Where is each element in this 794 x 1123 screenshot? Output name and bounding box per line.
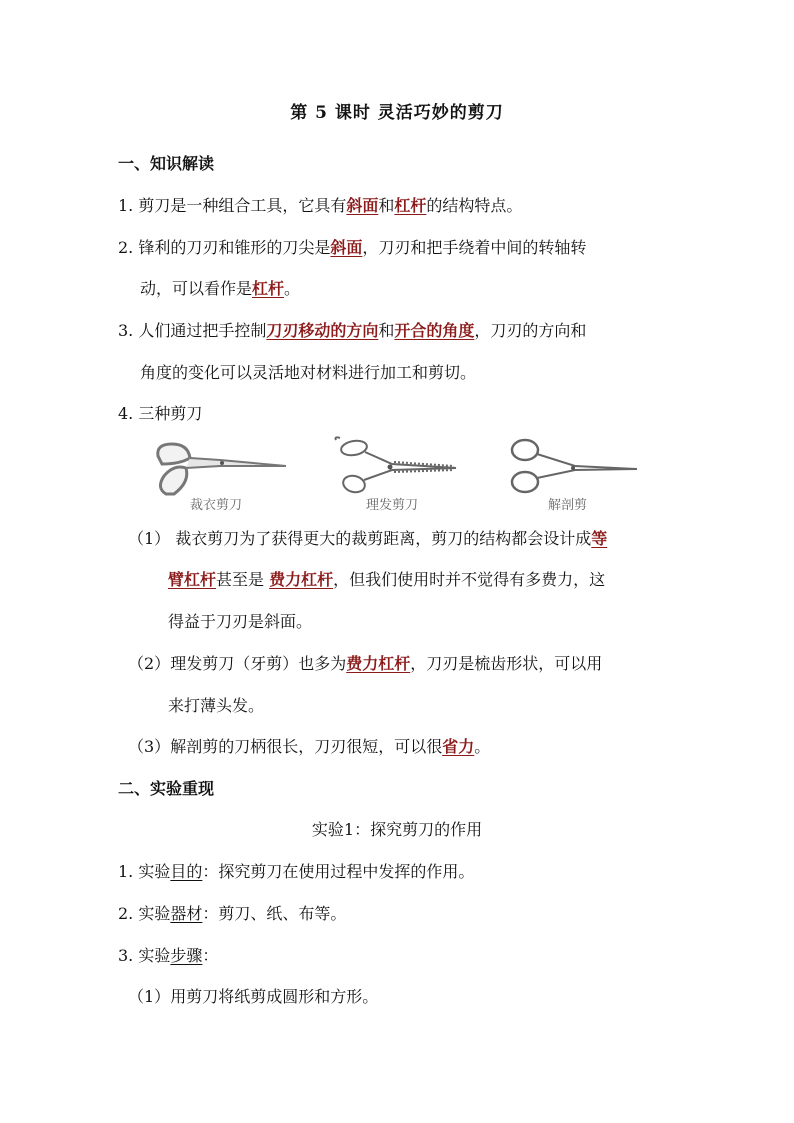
sub-number: （1） [128,529,171,548]
dissecting-scissors-icon [505,436,640,498]
knowledge-item-3 [118,319,586,343]
experiment-item-1 [118,860,474,884]
text: 用剪刀将纸剪成圆形和方形。 [170,987,379,1006]
text: 动，可以看作是 [140,279,253,298]
knowledge-item-2-cont [140,277,300,301]
underlined-term: 目的 [170,862,203,881]
text: 和 [378,321,395,340]
sub-item-1-cont2: 得益于刀刃是斜面。 [168,612,313,631]
text: ：探究剪刀在使用过程中发挥的作用。 [202,862,475,881]
caption-tailor-scissors: 裁衣剪刀 [190,498,243,513]
text: 2. 实验 [118,904,171,923]
text: 理发剪刀（牙剪）也多为 [170,654,347,673]
experiment-item-2 [118,902,346,926]
caption-haircut-scissors: 理发剪刀 [366,498,419,513]
text: 甚至是 [216,570,270,589]
knowledge-item-1 [118,194,522,218]
key-term: 斜面 [330,238,363,257]
text: 2. 锋利的刀刃和锥形的刀尖是 [118,238,331,257]
sub-item-3 [128,735,490,759]
sub-item-1 [128,527,607,551]
sub-item-2 [128,652,602,676]
section-heading-experiment: 二、实验重现 [118,779,215,798]
text: ，刀刃和把手绕着中间的转轴转 [362,238,587,257]
underlined-term: 步骤 [170,946,203,965]
text: ，但我们使用时并不觉得有多费力，这 [333,570,606,589]
sub-item-2-cont: 来打薄头发。 [168,696,265,715]
text: 和 [378,196,395,215]
page-title: 第 5 课时 灵活巧妙的剪刀 [290,103,504,123]
experiment-title: 实验1：探究剪刀的作用 [311,820,483,839]
caption-dissecting-scissors: 解剖剪 [548,498,588,513]
sub-number: （3） [128,737,171,756]
tailor-scissors-icon [150,436,290,498]
sub-item-1-cont [168,568,605,592]
text: ，刀刃是梳齿形状，可以用 [410,654,603,673]
haircut-scissors-icon [332,436,462,498]
sub-number: （2） [128,654,171,673]
text: ：剪刀、纸、布等。 [202,904,347,923]
text: 。 [284,279,301,298]
text: 。 [474,737,491,756]
key-term: 斜面 [346,196,379,215]
experiment-sub-item-1 [128,985,378,1009]
text: 的结构特点。 [426,196,523,215]
text: 1. 实验 [118,862,171,881]
knowledge-item-3-cont: 角度的变化可以灵活地对材料进行加工和剪切。 [140,363,477,382]
experiment-item-3 [118,944,218,968]
text: 1. 剪刀是一种组合工具，它具有 [118,196,347,215]
text: 3. 人们通过把手控制 [118,321,267,340]
section-heading-knowledge: 一、知识解读 [118,154,215,173]
sub-number: （1） [128,987,171,1006]
key-term: 臂杠杆 [168,570,217,589]
key-term: 杠杆 [394,196,427,215]
text: ，刀刃的方向和 [474,321,587,340]
key-term: 费力杠杆 [269,570,334,589]
underlined-term: 器材 [170,904,203,923]
key-term: 杠杆 [252,279,285,298]
text: 解剖剪的刀柄很长，刀刃很短，可以很 [170,737,443,756]
text: 裁衣剪刀为了获得更大的裁剪距离，剪刀的结构都会设计成 [170,529,592,548]
key-term: 开合的角度 [394,321,475,340]
key-term: 省力 [442,737,475,756]
key-term: 刀刃移动的方向 [266,321,379,340]
key-term: 费力杠杆 [346,654,411,673]
text: ： [202,946,219,965]
knowledge-item-2 [118,236,586,260]
text: 3. 实验 [118,946,171,965]
knowledge-item-4: 4. 三种剪刀 [118,404,203,423]
key-term: 等 [591,529,608,548]
